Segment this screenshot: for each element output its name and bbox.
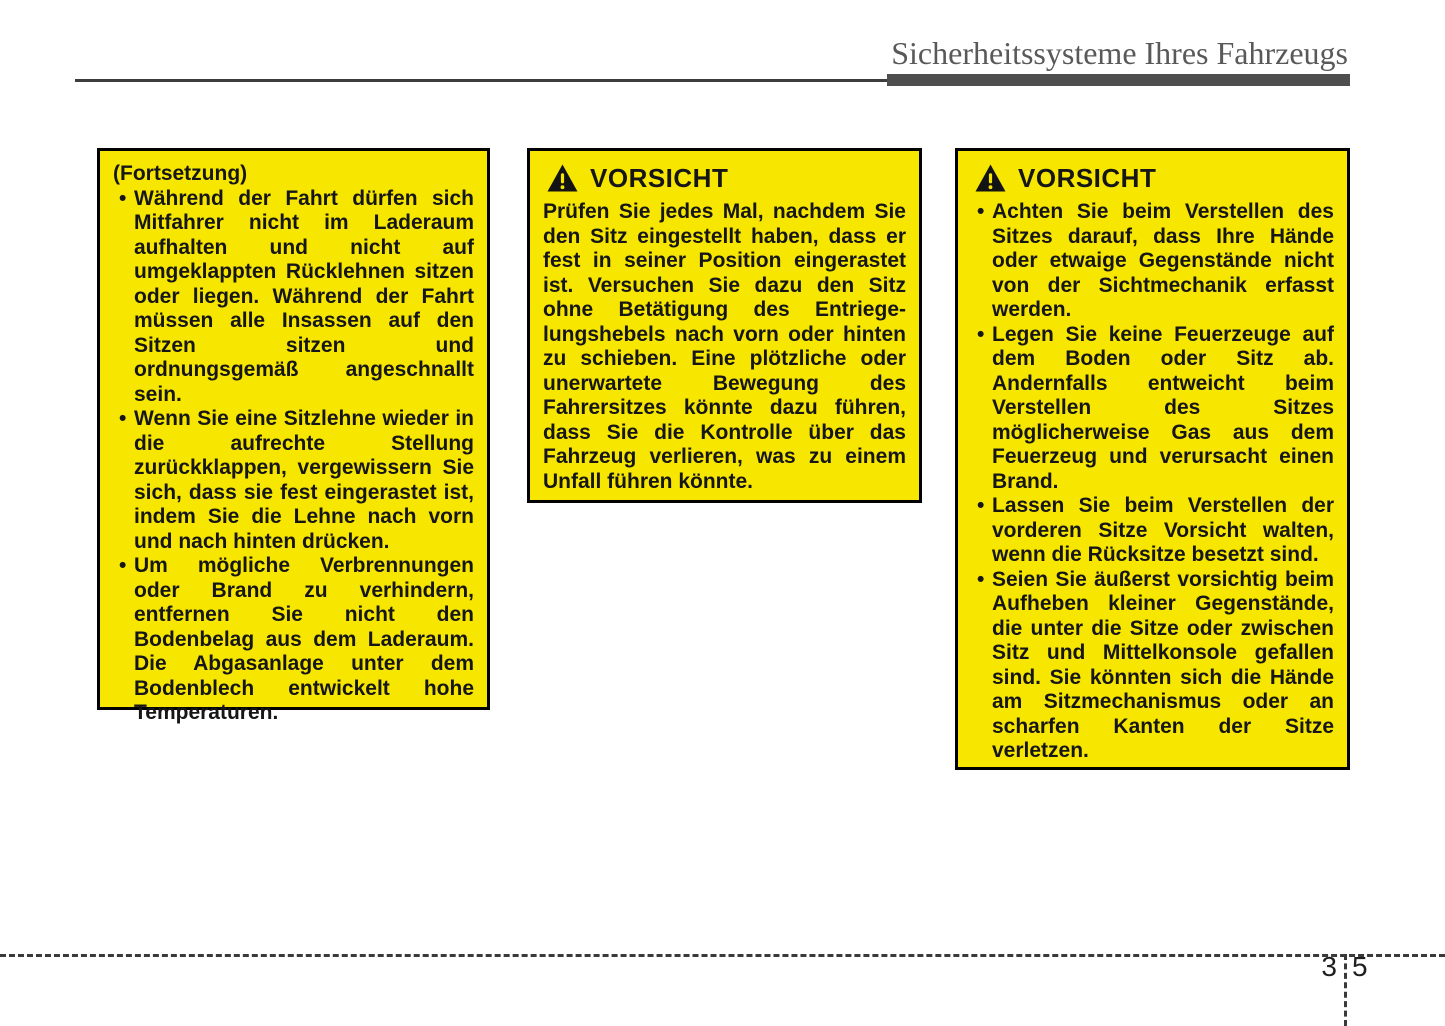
- bullet-marker: •: [977, 567, 985, 591]
- caution-list: [971, 200, 1334, 764]
- continuation-note-box: [97, 148, 490, 724]
- caution-header: [975, 164, 1334, 192]
- bullet-marker: •: [119, 407, 127, 430]
- list-item: [971, 568, 1334, 764]
- bullet-marker: •: [977, 322, 985, 346]
- footer-dashed-divider: [1344, 954, 1347, 1026]
- header-rule-thick: [887, 74, 1350, 86]
- bullet-marker: •: [119, 186, 127, 210]
- list-item: [113, 187, 474, 408]
- list-item-text: Während der Fahrt dürfen sich Mitfahrer nicht im Laderaum aufhalten und nicht auf umgeklappten Rücklehnen sitzen oder liegen. Während der Fahrt müssen alle Insassen auf den Sitzen sitzen und ordnungsgemäß angeschnallt sein.: [134, 186, 474, 406]
- header-rule-thin: [75, 79, 889, 82]
- caution-body-text: Prüfen Sie jedes Mal, nachdem Sie den Sitz eingestellt haben, dass er fest in seiner Position eingerastet ist. Versuchen Sie dazu den Sitz ohne Betätigung des Entriegelungshebels nach vorn oder hinten zu schieben. Eine plötzliche oder unerwartete Bewegung des Fahrersitzes könnte dazu führen, dass Sie die Kontrolle über das Fahrzeug verlieren, was zu einem Unfall führen könnte.: [543, 200, 906, 493]
- caution-heading: VORSICHT: [590, 162, 729, 193]
- page-chapter-number: 3: [1321, 951, 1337, 982]
- continuation-list: [113, 187, 474, 726]
- list-item-text: Seien Sie äußerst vorsichtig beim Aufheben kleiner Gegenstände, die unter die Sitze oder zwischen Sitz und Mittelkonsole gefallen sind. Sie könnten sich die Hände am Sitzmechanismus oder an scharfen Kanten der Sitze verletzen.: [992, 567, 1334, 762]
- list-item-text: Legen Sie keine Feuerzeuge auf dem Boden oder Sitz ab. Andernfalls entweicht beim Verstellen des Sitzes möglicherweise Gas aus dem Feuerzeug und verursacht einen Brand.: [992, 322, 1334, 493]
- caution-box-seat-adjustment: [955, 148, 1350, 770]
- list-item: [971, 200, 1334, 323]
- caution-header: [547, 164, 906, 192]
- list-item-text: Achten Sie beim Verstellen des Sitzes darauf, dass Ihre Hände oder etwaige Gegenstände nicht von der Sichtmechanik erfasst werden.: [992, 200, 1334, 321]
- list-item-text: Wenn Sie eine Sitzlehne wieder in die aufrechte Stellung zurückklappen, vergewissern Sie sich, dass sie fest eingerastet ist, indem Sie die Lehne nach vorn und nach hinten drücken.: [134, 407, 474, 553]
- list-item-text: Lassen Sie beim Verstellen der vorderen Sitze Vorsicht walten, wenn die Rücksitze besetzt sind.: [992, 494, 1334, 566]
- list-item: [113, 554, 474, 726]
- bullet-marker: •: [119, 554, 127, 577]
- page-number: 5: [1352, 951, 1368, 982]
- list-item-text: Um mögliche Verbrennungen oder Brand zu verhindern, entfernen Sie nicht den Bodenbelag aus dem Laderaum. Die Abgasanlage unter dem Bodenblech entwickelt hohe Temperaturen.: [134, 554, 474, 724]
- caution-heading: VORSICHT: [1018, 162, 1157, 193]
- warning-triangle-icon: [975, 164, 1006, 192]
- list-item: [971, 494, 1334, 568]
- page-title: Sicherheitssysteme Ihres Fahrzeugs: [891, 35, 1348, 71]
- continuation-label: (Fortsetzung): [113, 162, 248, 185]
- bullet-marker: •: [977, 200, 985, 223]
- footer-dashed-rule: [0, 954, 1445, 957]
- list-item: [113, 407, 474, 554]
- warning-triangle-icon: [547, 164, 578, 192]
- list-item: [971, 323, 1334, 495]
- caution-box-seat-latch: [527, 148, 922, 503]
- bullet-marker: •: [977, 494, 985, 517]
